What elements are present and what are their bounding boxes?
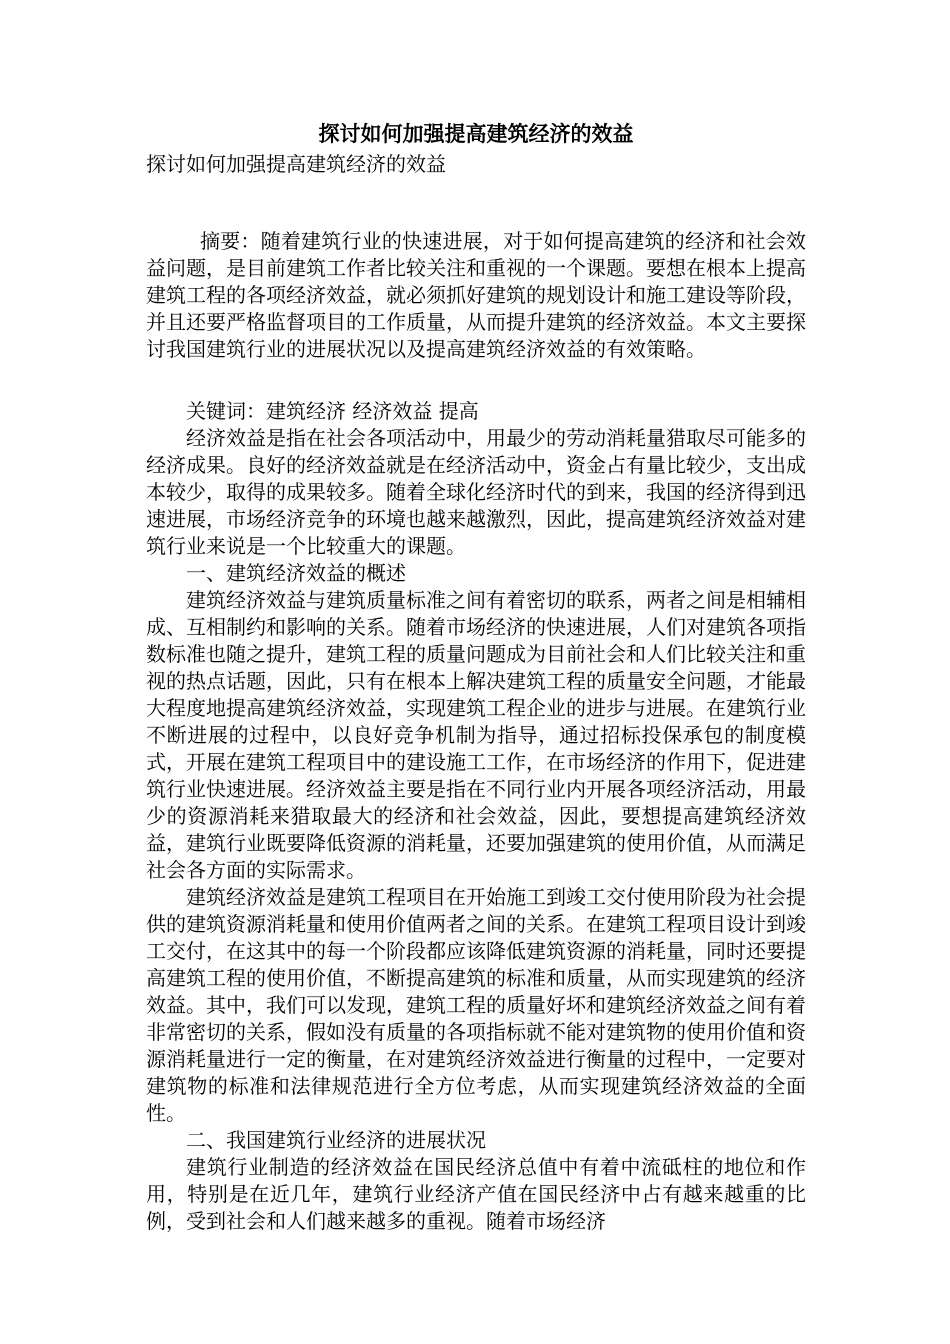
section-heading-1: 一、建筑经济效益的概述 xyxy=(186,561,406,585)
intro-paragraph: 经济效益是指在社会各项活动中，用最少的劳动消耗量猎取尽可能多的经济成果。良好的经济效益就是在经济活动中，资金占有量比较少，支出成本较少，取得的成果较多。随着全球化经济时代的到来，我国的经济得到迅速进展，市场经济竞争的环境也越来越激烈，因此，提高建筑经济效益对建筑行业来说是一个比较重大的课题。 xyxy=(146,426,806,558)
abstract-paragraph: 摘要：随着建筑行业的快速进展，对于如何提高建筑的经济和社会效益问题，是目前建筑工作者比较关注和重视的一个课题。要想在根本上提高建筑工程的各项经济效益，就必须抓好建筑的规划设计和施工建设等阶段，并且还要严格监督项目的工作质量，从而提升建筑的经济效益。本文主要探讨我国建筑行业的进展状况以及提高建筑经济效益的有效策略。 xyxy=(146,229,806,361)
section-heading-2: 二、我国建筑行业经济的进展状况 xyxy=(186,1128,486,1152)
section1-paragraph-1: 建筑经济效益与建筑质量标准之间有着密切的联系，两者之间是相辅相成、互相制约和影响的关系。随着市场经济的快速进展，人们对建筑各项指数标准也随之提升，建筑工程的质量问题成为目前社会和人们比较关注和重视的热点话题，因此，只有在根本上解决建筑工程的质量安全问题，才能最大程度地提高建筑经济效益，实现建筑工程企业的进步与进展。在建筑行业不断进展的过程中，以良好竞争机制为指导，通过招标投保承包的制度模式，开展在建筑工程项目中的建设施工工作，在市场经济的作用下，促进建筑行业快速进展。经济效益主要是指在不同行业内开展各项经济活动，用最少的资源消耗来猎取最大的经济和社会效益，因此，要想提高建筑经济效益，建筑行业既要降低资源的消耗量，还要加强建筑的使用价值，从而满足社会各方面的实际需求。 xyxy=(146,588,806,882)
keywords-line: 关键词：建筑经济 经济效益 提高 xyxy=(186,399,479,423)
document-body xyxy=(146,118,806,1235)
document-title: 探讨如何加强提高建筑经济的效益 xyxy=(318,121,634,146)
document-subtitle: 探讨如何加强提高建筑经济的效益 xyxy=(146,152,446,176)
section1-paragraph-2: 建筑经济效益是建筑工程项目在开始施工到竣工交付使用阶段为社会提供的建筑资源消耗量和使用价值两者之间的关系。在建筑工程项目设计到竣工交付，在这其中的每一个阶段都应该降低建筑资源的消耗量，同时还要提高建筑工程的使用价值，不断提高建筑的标准和质量，从而实现建筑的经济效益。其中，我们可以发现，建筑工程的质量好坏和建筑经济效益之间有着非常密切的关系，假如没有质量的各项指标就不能对建筑物的使用价值和资源消耗量进行一定的衡量，在对建筑经济效益进行衡量的过程中，一定要对建筑物的标准和法律规范进行全方位考虑，从而实现建筑经济效益的全面性。 xyxy=(146,885,806,1125)
section2-paragraph-1: 建筑行业制造的经济效益在国民经济总值中有着中流砥柱的地位和作用，特别是在近几年，建筑行业经济产值在国民经济中占有越来越重的比例，受到社会和人们越来越多的重视。随着市场经济 xyxy=(146,1155,806,1233)
